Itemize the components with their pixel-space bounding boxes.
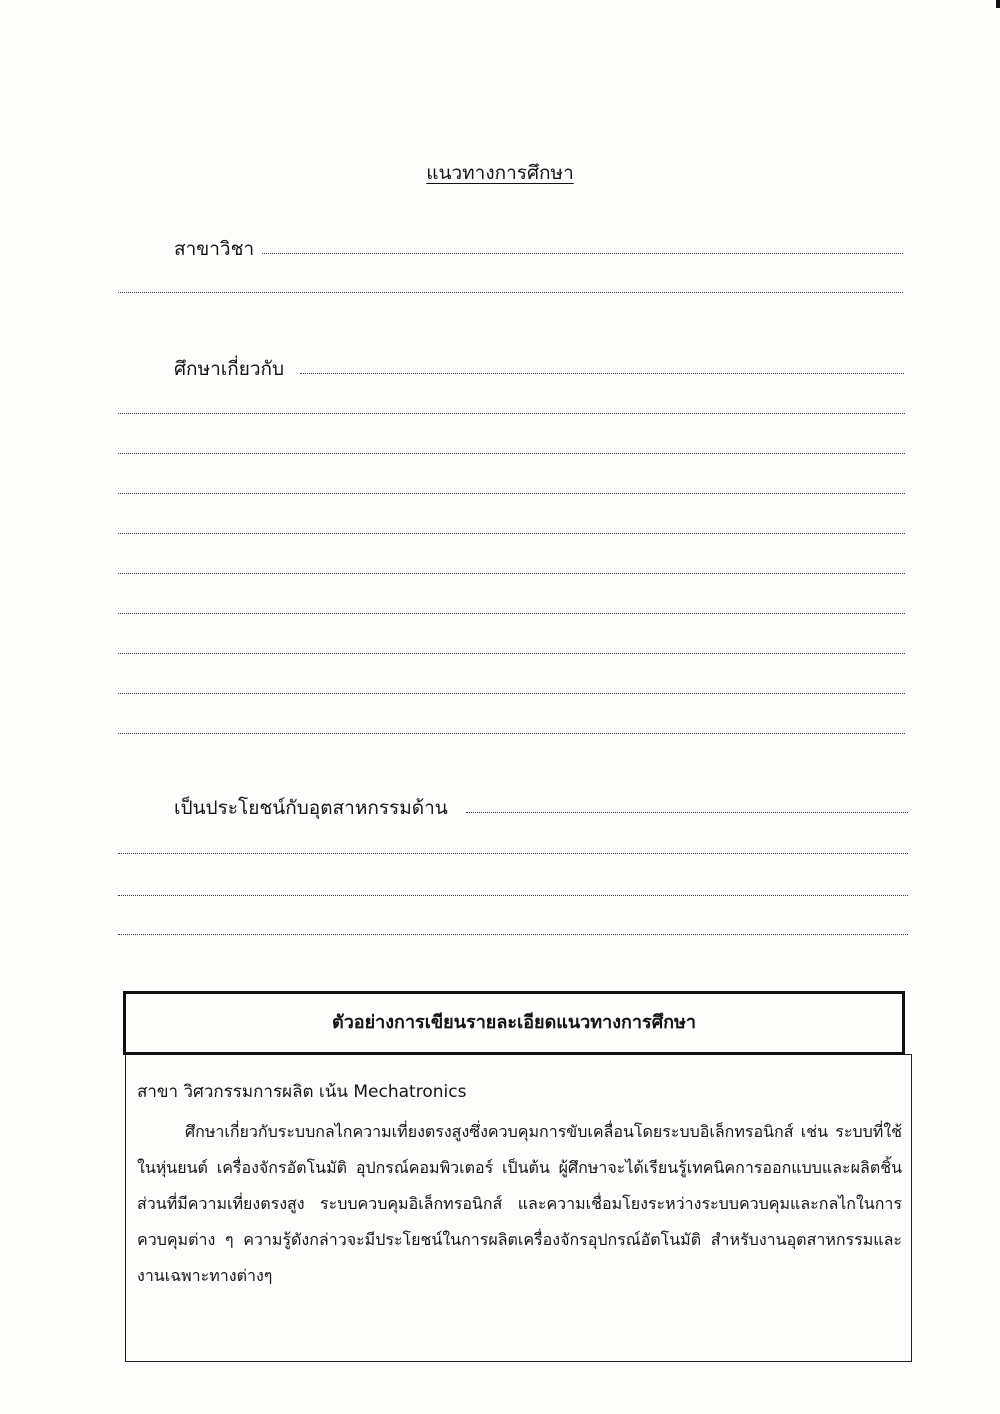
benefit-line-3[interactable] [118, 895, 908, 896]
example-major: สาขา วิศวกรรมการผลิต เน้น Mechatronics [137, 1082, 467, 1102]
example-heading: ตัวอย่างการเขียนรายละเอียดแนวทางการศึกษา [123, 991, 905, 1055]
page-title: แนวทางการศึกษา [426, 162, 574, 184]
study-about-line-6[interactable] [118, 573, 905, 574]
study-about-line-2[interactable] [118, 413, 905, 414]
study-about-line-9[interactable] [118, 693, 905, 694]
benefit-line-4[interactable] [118, 934, 908, 935]
study-about-line-5[interactable] [118, 533, 905, 534]
study-about-line-3[interactable] [118, 453, 905, 454]
study-about-line-8[interactable] [118, 653, 905, 654]
example-body: ศึกษาเกี่ยวกับระบบกลไกความเที่ยงตรงสูงซึ่งควบคุมการขับเคลื่อนโดยระบบอิเล็กทรอนิกส์ เช่น ระบบที่ใช้ในหุ่นยนต์ เครื่องจักรอัตโนมัติ อุปกรณ์คอมพิวเตอร์ เป็นต้น ผู้ศึกษาจะได้เรียนรู้เทคนิคการออกแบบและผลิตชิ้นส่วนที่มีความเที่ยงตรงสูง ระบบควบคุมอิเล็กทรอนิกส์ และความเชื่อมโยงระหว่างระบบควบคุมและกลไกในการควบคุมต่าง ๆ ความรู้ดังกล่าวจะมีประโยชน์ในการผลิตเครื่องจักรอุปกรณ์อัตโนมัติ สำหรับงานอุตสาหกรรมและงานเฉพาะทางต่างๆ [137, 1122, 902, 1285]
scan-edge-mark [996, 0, 1000, 8]
benefit-input-line[interactable] [466, 812, 908, 813]
study-about-line-10[interactable] [118, 733, 905, 734]
study-about-input-line[interactable] [300, 373, 904, 374]
study-about-line-7[interactable] [118, 613, 905, 614]
major-input-line[interactable] [262, 253, 903, 254]
benefit-label: เป็นประโยชน์กับอุตสาหกรรมด้าน [174, 797, 448, 819]
study-about-label: ศึกษาเกี่ยวกับ [174, 358, 285, 380]
major-label: สาขาวิชา [174, 238, 255, 260]
major-input-line-2[interactable] [118, 292, 903, 293]
study-about-line-4[interactable] [118, 493, 905, 494]
benefit-line-2[interactable] [118, 853, 908, 854]
